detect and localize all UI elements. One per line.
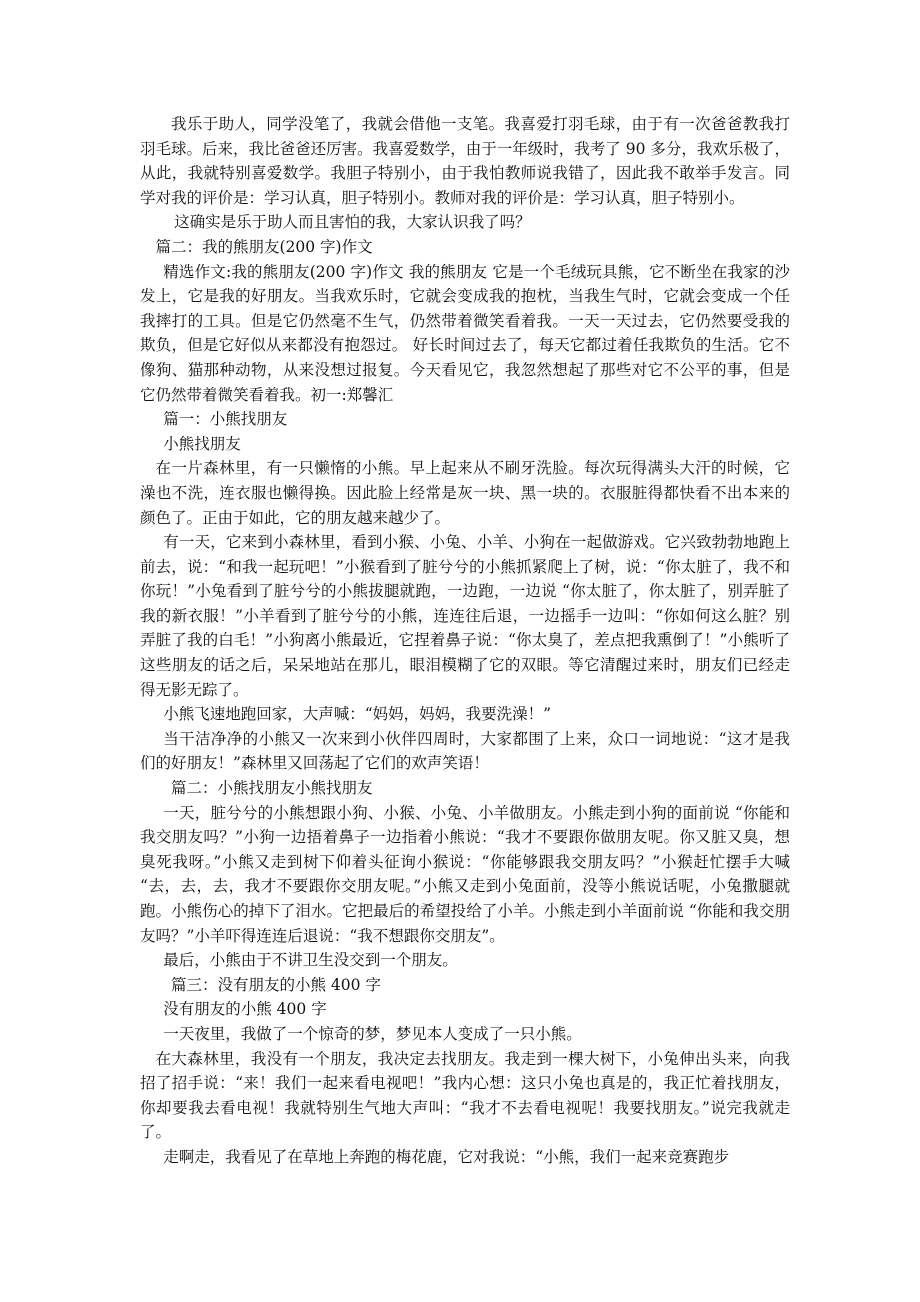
paragraph: 篇三：没有朋友的小熊 400 字 <box>171 975 381 994</box>
paragraph: 精选作文:我的熊朋友(200 字)作文 我的熊朋友 它是一个毛绒玩具熊，它不断坐在我家的沙发上，它是我的好朋友。当我欢乐时，它就会变成我的抱枕，当我生气时，它就会变成一个任我摔打的工具。但是它仍然毫不生气，仍然带着微笑看着我。一天一天过去，它仍然要受我的欺负，但是它好似从来都没有抱怨过。 好长时间过去了，每天它都过着任我欺负的生活。它不像狗、猫那种动物，从来没想过报复。今天看见它，我忽然想起了那些对它不公平的事，但是它仍然带着微笑看着我。初一:郑馨汇 <box>140 262 790 404</box>
paragraph: 一天夜里，我做了一个惊奇的梦，梦见本人变成了一只小熊。 <box>163 1024 582 1043</box>
document-body <box>140 112 790 1170</box>
paragraph: 这确实是乐于助人而且害怕的我，大家认识我了吗？ <box>174 213 531 232</box>
paragraph: 小熊飞速地跑回家，大声喊：“妈妈，妈妈，我要洗澡！” <box>163 705 552 724</box>
paragraph: 在一片森林里，有一只懒惰的小熊。早上起来从不刷牙洗脸。每次玩得满头大汗的时候，它澡也不洗，连衣服也懒得换。因此脸上经常是灰一块、黑一块的。衣服脏得都快看不出本来的颜色了。正由于如此，它的朋友越来越少了。 <box>140 459 790 527</box>
paragraph: 一天，脏兮兮的小熊想跟小狗、小猴、小兔、小羊做朋友。小熊走到小狗的面前说 “你能和我交朋友吗？”小狗一边捂着鼻子一边指着小熊说：“我才不要跟你做朋友呢。你又脏又臭，想臭死我呀。”小熊又走到树下仰着头征询小猴说：“你能够跟我交朋友吗？”小猴赶忙摆手大喊 “去，去，去，我才不要跟你交朋友呢。”小熊又走到小兔面前，没等小熊说话呢，小兔撒腿就跑。小熊伤心的掉下了泪水。它把最后的希望投给了小羊。小熊走到小羊面前说 “你能和我交朋友吗？”小羊吓得连连后退说：“我不想跟你交朋友”。 <box>140 803 790 945</box>
paragraph: 当干洁净净的小熊又一次来到小伙伴四周时，大家都围了上来，众口一词地说：“这才是我们的好朋友！”森林里又回荡起了它们的欢声笑语！ <box>140 729 790 773</box>
paragraph: 走啊走，我看见了在草地上奔跑的梅花鹿，它对我说：“小熊，我们一起来竞赛跑步 <box>163 1147 730 1166</box>
paragraph: 篇一：小熊找朋友 <box>163 410 288 429</box>
paragraph: 我乐于助人，同学没笔了，我就会借他一支笔。我喜爱打羽毛球，由于有一次爸爸教我打羽毛球。后来，我比爸爸还厉害。我喜爱数学，由于一年级时，我考了 90 多分，我欢乐极了，从此，我就特别喜爱数学。我胆子特别小，由于我怕教师说我错了，因此我不敢举手发言。同学对我的评价是：学习认真，胆子特别小。教师对我的评价是：学习认真，胆子特别小。 <box>140 115 790 207</box>
paragraph: 有一天，它来到小森林里，看到小猴、小兔、小羊、小狗在一起做游戏。它兴致勃勃地跑上前去，说：“和我一起玩吧！”小猴看到了脏兮兮的小熊抓紧爬上了树，说：“你太脏了，我不和你玩！”小兔看到了脏兮兮的小熊拔腿就跑，一边跑，一边说 “你太脏了，你太脏了，别弄脏了我的新衣服！”小羊看到了脏兮兮的小熊，连连往后退，一边摇手一边叫：“你如何这么脏？别弄脏了我的白毛！”小狗离小熊最近，它捏着鼻子说：“你太臭了，差点把我熏倒了！”小熊听了这些朋友的话之后，呆呆地站在那儿，眼泪模糊了它的双眼。等它清醒过来时，朋友们已经走得无影无踪了。 <box>140 533 790 699</box>
paragraph: 没有朋友的小熊 400 字 <box>163 1000 327 1019</box>
paragraph: 篇二：小熊找朋友小熊找朋友 <box>171 779 373 798</box>
paragraph: 篇二：我的熊朋友(200 字)作文 <box>155 237 373 256</box>
paragraph: 最后，小熊由于不讲卫生没交到一个朋友。 <box>163 951 458 970</box>
paragraph: 在大森林里，我没有一个朋友，我决定去找朋友。我走到一棵大树下，小兔伸出头来，向我招了招手说：“来！我们一起来看电视吧！”我内心想：这只小兔也真是的，我正忙着找朋友，你却要我去看电视！我就特别生气地大声叫：“我才不去看电视呢！我要找朋友。”说完我就走了。 <box>140 1049 790 1142</box>
paragraph: 小熊找朋友 <box>163 434 241 453</box>
